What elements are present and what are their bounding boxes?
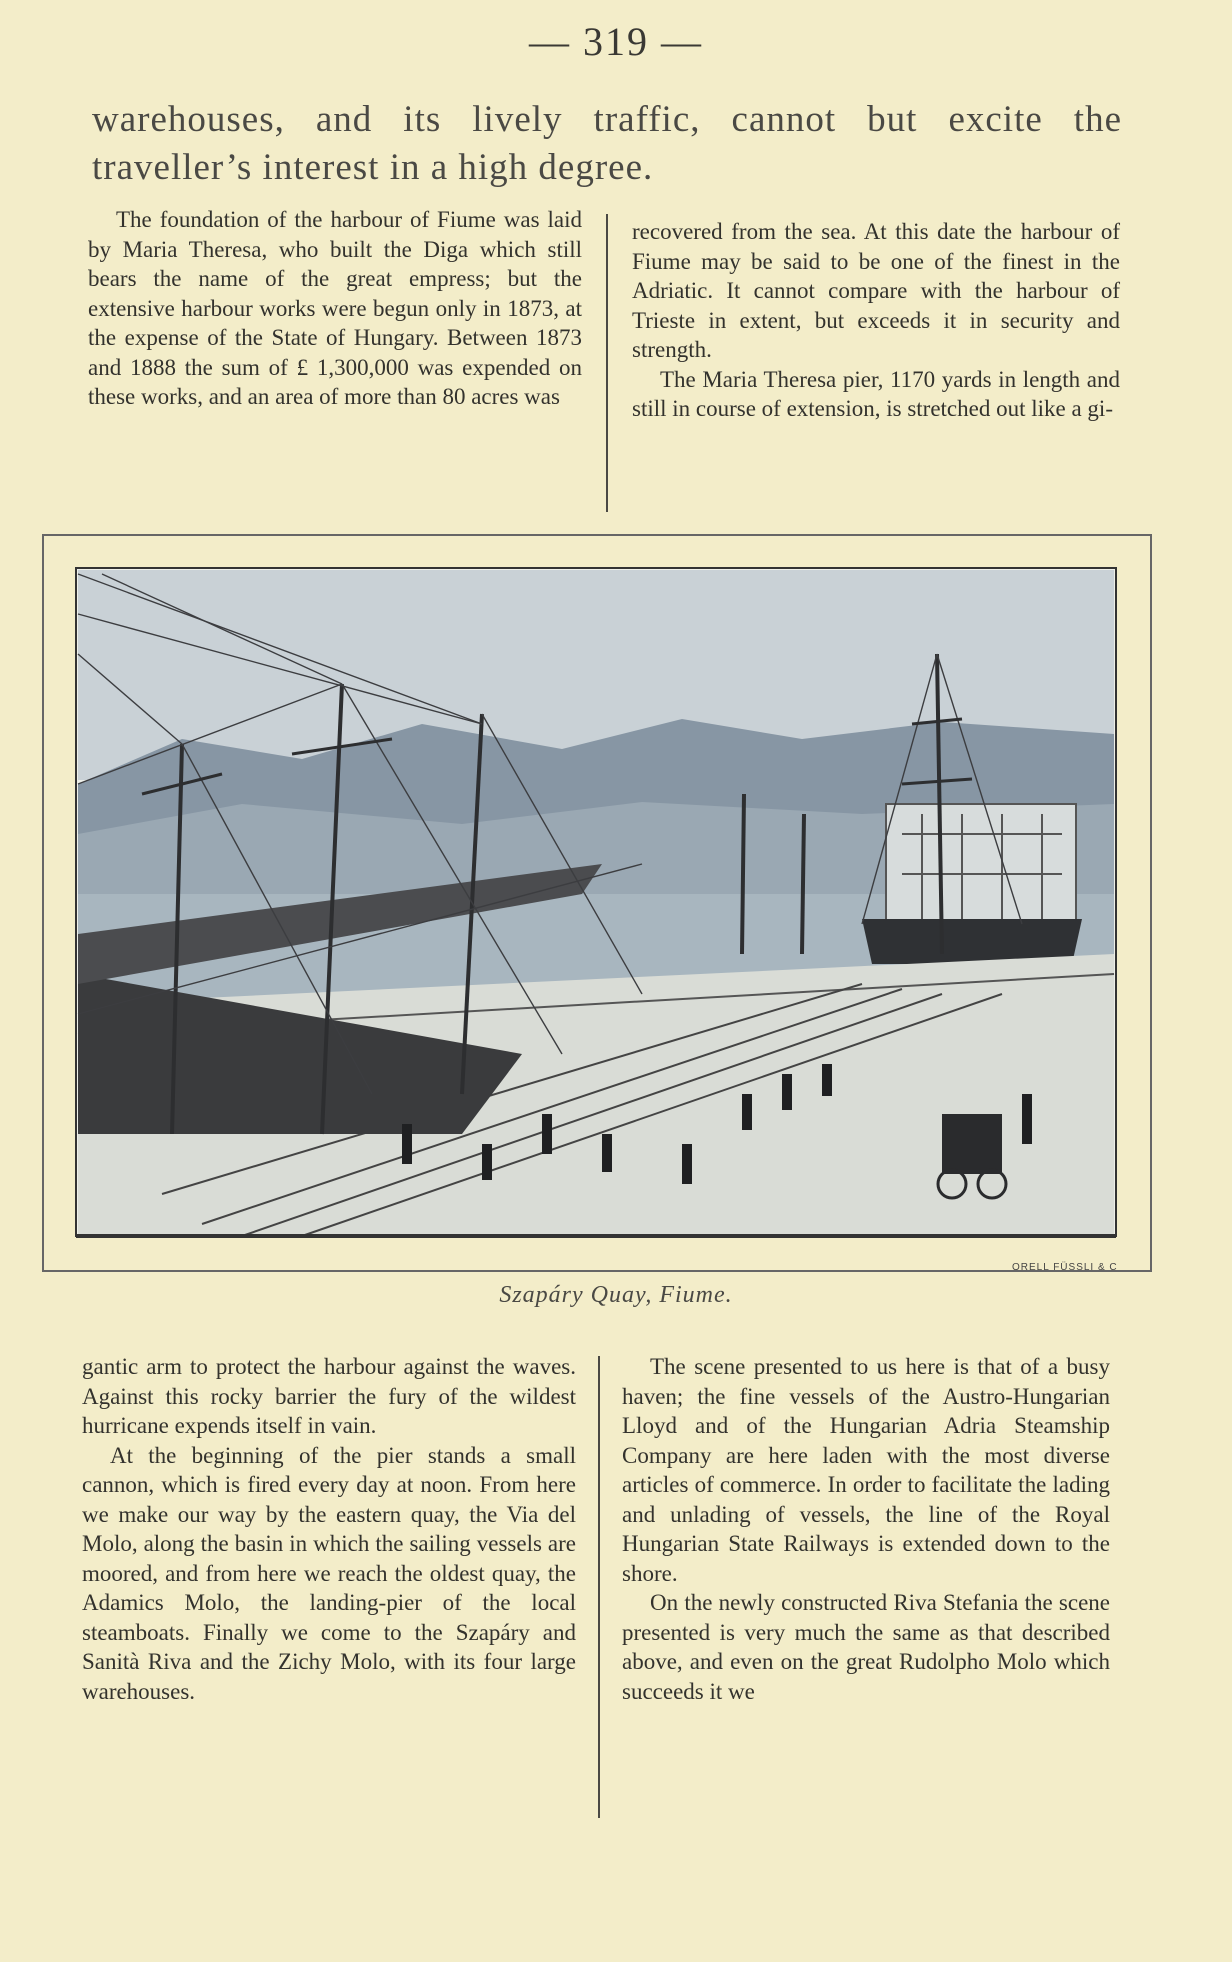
column-right-bottom [622,1352,1110,1706]
column-divider [598,1356,600,1818]
column-divider [606,214,608,512]
paragraph: The scene presented to us here is that of a busy haven; the fine vessels of the Austro-Hungarian Lloyd and of the Hungarian Adria Steamship Company are here laden with the most diverse articles of commerce. In order to facilitate the lading and unlading of vessels, the line of the Royal Hungarian State Railways is extended down to the shore. [622,1354,1110,1586]
page-number: — 319 — [529,19,703,64]
paragraph: The foundation of the harbour of Fiume was laid by Maria Theresa, who built the Diga which still bears the name of the great empress; but the extensive harbour works were begun only in 1873, at the expense of the State of Hungary. Between 1873 and 1888 the sum of £ 1,300,000 was expended on these works, and an area of more than 80 acres was [88,207,582,409]
quay-illustration [42,534,1152,1274]
paragraph: gantic arm to protect the harbour against the waves. Against this rocky barrier the fury of the wildest hurricane expends itself in vain. [82,1354,576,1438]
paragraph: On the newly constructed Riva Stefania the scene presented is very much the same as that described above, and even on the great Rudolpho Molo which succeeds it we [622,1590,1110,1704]
paragraph: The Maria Theresa pier, 1170 yards in length and still in course of extension, is stretched out like a gi- [632,366,1120,421]
column-left-bottom [82,1352,576,1706]
lead-paragraph: warehouses, and its lively traffic, cannot but excite the traveller’s interest in a high degree. [92,99,1122,188]
engraver-credit: ORELL FÜSSLI & C [1012,1262,1118,1273]
column-right-top [632,217,1120,424]
paragraph: recovered from the sea. At this date the harbour of Fiume may be said to be one of the finest in the Adriatic. It cannot compare with the harbour of Trieste in extent, but exceeds it in security and strength. [632,219,1120,362]
harbour-engraving [42,534,1152,1274]
paragraph: At the beginning of the pier stands a small cannon, which is fired every day at noon. From here we make our way by the eastern quay, the Via del Molo, along the basin in which the sailing vessels are moored, and from here we reach the oldest quay, the Adamics Molo, the landing-pier of the local steamboats. Finally we come to the Szapáry and Sanità Riva and the Zichy Molo, with its four large warehouses. [82,1442,576,1704]
column-left-top [88,205,582,412]
figure-caption: Szapáry Quay, Fiume. [499,1282,733,1308]
